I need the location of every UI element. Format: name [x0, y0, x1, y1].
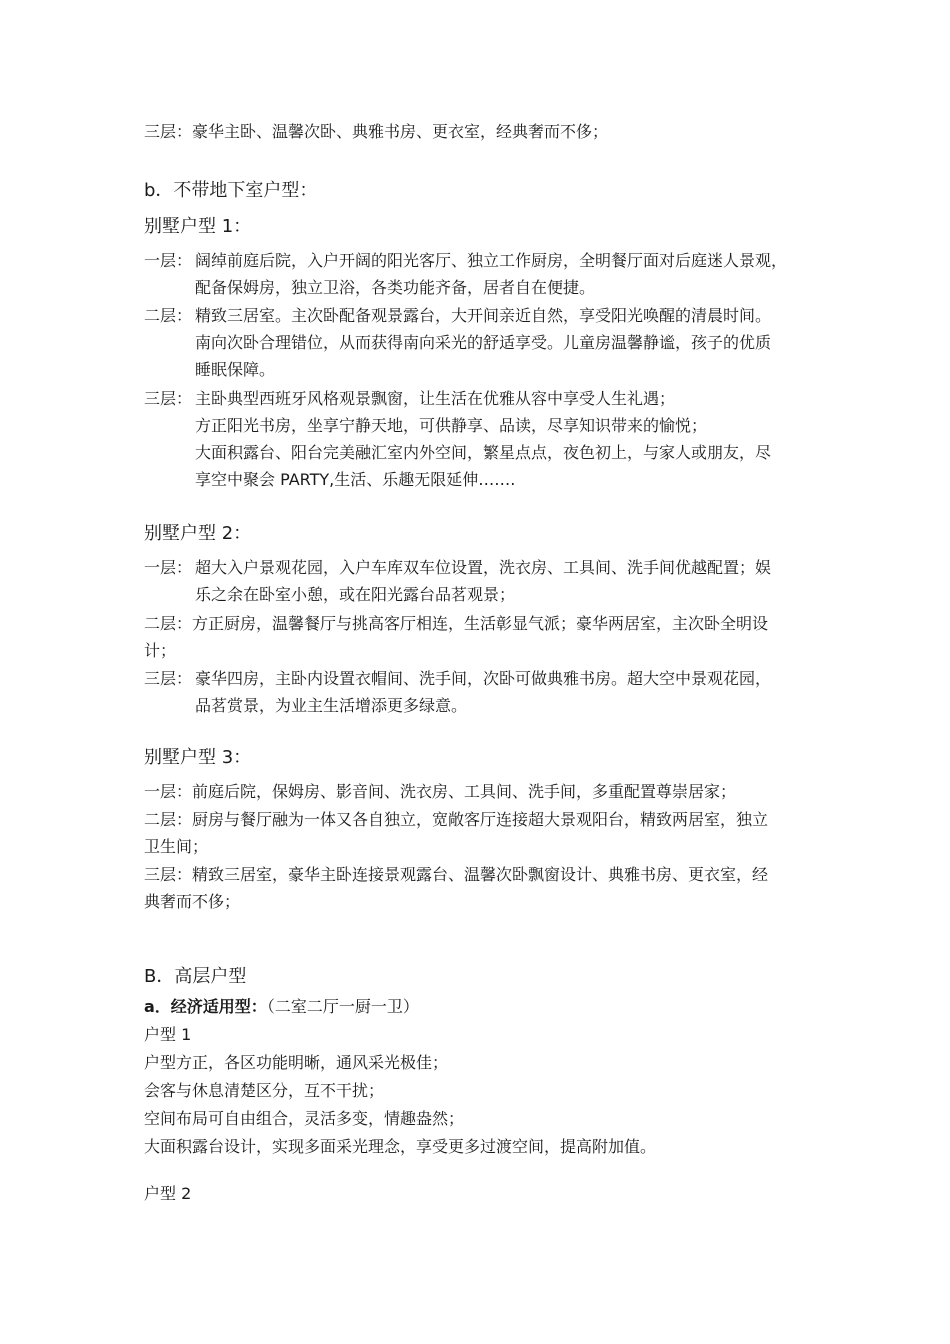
unit1-line: 会客与休息清楚区分，互不干扰； [144, 1081, 385, 1100]
unit1-line: 户型方正，各区功能明晰，通风采光极佳； [144, 1053, 449, 1072]
villa3-title: 别墅户型 3： [144, 747, 252, 768]
floor-line: 主卧典型西班牙风格观景飘窗，让生活在优雅从容中享受人生礼遇； [195, 389, 676, 408]
floor-line: 方正阳光书房，坐享宁静天地，可供静享、品读，尽享知识带来的愉悦； [195, 416, 708, 435]
villa2-floor3 [144, 665, 814, 719]
economy-type-note: （二室二厅一厨一卫） [266, 997, 419, 1016]
floor-line: 南向次卧合理错位，从而获得南向采光的舒适享受。儿童房温馨静谧，孩子的优质 [195, 333, 772, 352]
unit1-title: 户型 1 [144, 1025, 192, 1044]
floor-label: 二层： [144, 306, 193, 325]
floor-line: 乐之余在卧室小憩，或在阳光露台品茗观景； [195, 585, 516, 604]
economy-type-line [144, 993, 814, 1020]
villa1-floor2 [144, 302, 814, 383]
floor-line: 豪华四房，主卧内设置衣帽间、洗手间，次卧可做典雅书房。超大空中景观花园， [195, 669, 772, 688]
villa1-floor3 [144, 385, 814, 493]
floor-line: 大面积露台、阳台完美融汇室内外空间，繁星点点，夜色初上，与家人或朋友，尽 [195, 443, 772, 462]
floor-label: 一层： [144, 251, 193, 270]
intro-line: 三层：豪华主卧、温馨次卧、典雅书房、更衣室，经典奢而不侈； [144, 122, 609, 141]
floor-line: 三层：精致三居室，豪华主卧连接景观露台、温馨次卧飘窗设计、典雅书房、更衣室，经 [144, 865, 769, 884]
economy-type-label: a．经济适用型： [144, 997, 267, 1016]
floor-line: 享空中聚会 PARTY,生活、乐趣无限延伸……. [195, 470, 516, 489]
floor-line: 品茗赏景，为业主生活增添更多绿意。 [195, 696, 468, 715]
floor-line: 精致三居室。主次卧配备观景露台，大开间亲近自然，享受阳光唤醒的清晨时间。 [195, 306, 772, 325]
floor-label: 一层： [144, 558, 193, 577]
floor-line: 超大入户景观花园，入户车库双车位设置，洗衣房、工具间、洗手间优越配置；娱 [195, 558, 772, 577]
villa3-floor2 [144, 806, 814, 860]
unit1-line: 大面积露台设计，实现多面采光理念，享受更多过渡空间，提高附加值。 [144, 1137, 657, 1156]
villa2-floor1 [144, 554, 814, 608]
floor-line: 典奢而不侈； [144, 892, 241, 911]
villa3-floor1: 一层：前庭后院，保姆房、影音间、洗衣房、工具间、洗手间，多重配置尊崇居家； [144, 782, 737, 801]
floor-line: 二层：厨房与餐厅融为一体又各自独立，宽敞客厅连接超大景观阳台，精致两居室，独立 [144, 810, 769, 829]
villa3-floor3 [144, 861, 814, 915]
floor-line: 卫生间； [144, 837, 209, 856]
floor-label: 三层： [144, 669, 193, 688]
section-B-heading: B．高层户型 [144, 966, 247, 987]
floor-line: 睡眠保障。 [195, 360, 276, 379]
floor-line: 计； [144, 641, 177, 660]
unit2-title: 户型 2 [144, 1184, 192, 1203]
floor-line: 阔绰前庭后院，入户开阔的阳光客厅、独立工作厨房，全明餐厅面对后庭迷人景观， [195, 251, 788, 270]
unit1-line: 空间布局可自由组合，灵活多变，情趣盎然； [144, 1109, 465, 1128]
floor-line: 配备保姆房，独立卫浴，各类功能齐备，居者自在便捷。 [195, 278, 596, 297]
floor-label: 三层： [144, 389, 193, 408]
villa2-floor2 [144, 610, 814, 664]
section-b-heading: b．不带地下室户型： [144, 180, 318, 201]
villa2-title: 别墅户型 2： [144, 523, 252, 544]
villa1-floor1 [144, 247, 814, 301]
floor-line: 二层：方正厨房，温馨餐厅与挑高客厅相连，生活彰显气派；豪华两居室，主次卧全明设 [144, 614, 769, 633]
villa1-title: 别墅户型 1： [144, 216, 252, 237]
